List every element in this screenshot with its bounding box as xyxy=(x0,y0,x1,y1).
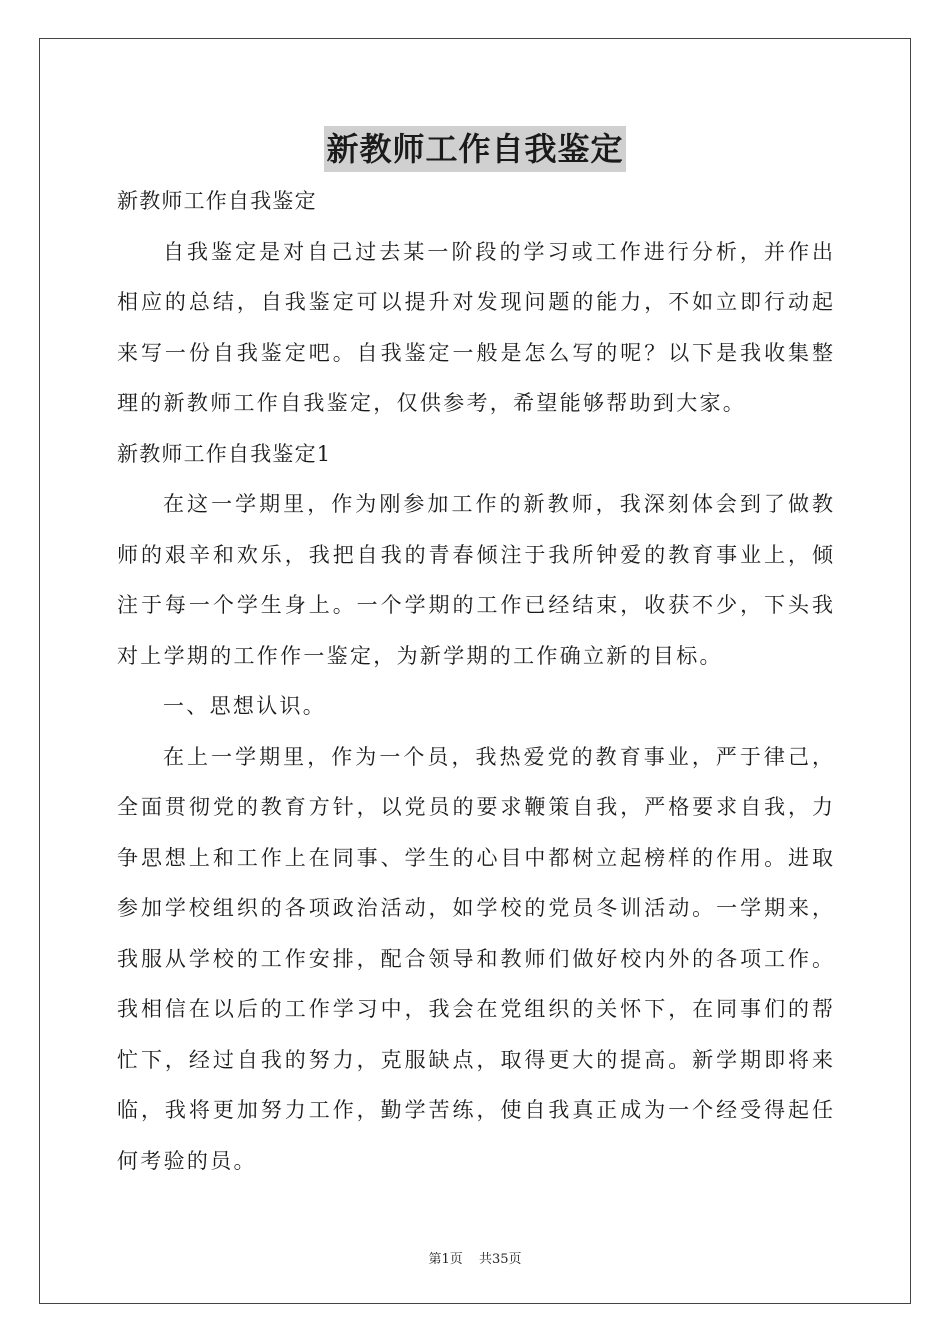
paragraph-line: 理的新教师工作自我鉴定，仅供参考，希望能够帮助到大家。 xyxy=(117,391,747,415)
page-number: 第1页 xyxy=(428,1252,463,1267)
paragraph-line: 在这一学期里，作为刚参加工作的新教师，我深刻体会到了做教 xyxy=(163,492,833,516)
section-heading: 新教师工作自我鉴定 xyxy=(117,189,317,213)
paragraph-line: 自我鉴定是对自己过去某一阶段的学习或工作进行分析，并作出 xyxy=(163,239,833,264)
paragraph-line: 忙下，经过自我的努力，克服缺点，取得更大的提高。新学期即将来 xyxy=(117,1047,833,1072)
page-total: 共35页 xyxy=(478,1252,522,1267)
paragraph-line: 争思想上和工作上在同事、学生的心目中都树立起榜样的作用。进取 xyxy=(117,845,833,870)
paragraph-line: 何考验的员。 xyxy=(117,1148,257,1173)
page-footer xyxy=(0,1248,950,1267)
title-container xyxy=(0,126,950,172)
paragraph-line: 师的艰辛和欢乐，我把自我的青春倾注于我所钟爱的教育事业上，倾 xyxy=(117,542,833,567)
paragraph-line: 相应的总结，自我鉴定可以提升对发现问题的能力，不如立即行动起 xyxy=(117,290,833,314)
paragraph-line: 我相信在以后的工作学习中，我会在党组织的关怀下，在同事们的帮 xyxy=(117,997,833,1021)
paragraph-line: 全面贯彻党的教育方针，以党员的要求鞭策自我，严格要求自我，力 xyxy=(117,795,833,819)
paragraph-line: 注于每一个学生身上。一个学期的工作已经结束，收获不少，下头我 xyxy=(117,593,833,617)
document-body xyxy=(117,176,833,1186)
paragraph-line: 在上一学期里，作为一个员，我热爱党的教育事业，严于律己， xyxy=(163,744,833,769)
subsection-heading: 一、思想认识。 xyxy=(163,694,327,718)
paragraph-line: 对上学期的工作作一鉴定，为新学期的工作确立新的目标。 xyxy=(117,643,723,668)
paragraph-line: 来写一份自我鉴定吧。自我鉴定一般是怎么写的呢？以下是我收集整 xyxy=(117,340,833,365)
document-title: 新教师工作自我鉴定 xyxy=(324,126,625,172)
paragraph-line: 我服从学校的工作安排，配合领导和教师们做好校内外的各项工作。 xyxy=(117,946,833,971)
section-heading: 新教师工作自我鉴定1 xyxy=(117,441,332,466)
paragraph-line: 临，我将更加努力工作，勤学苦练，使自我真正成为一个经受得起任 xyxy=(117,1098,833,1122)
paragraph-line: 参加学校组织的各项政治活动，如学校的党员冬训活动。一学期来， xyxy=(117,896,833,920)
